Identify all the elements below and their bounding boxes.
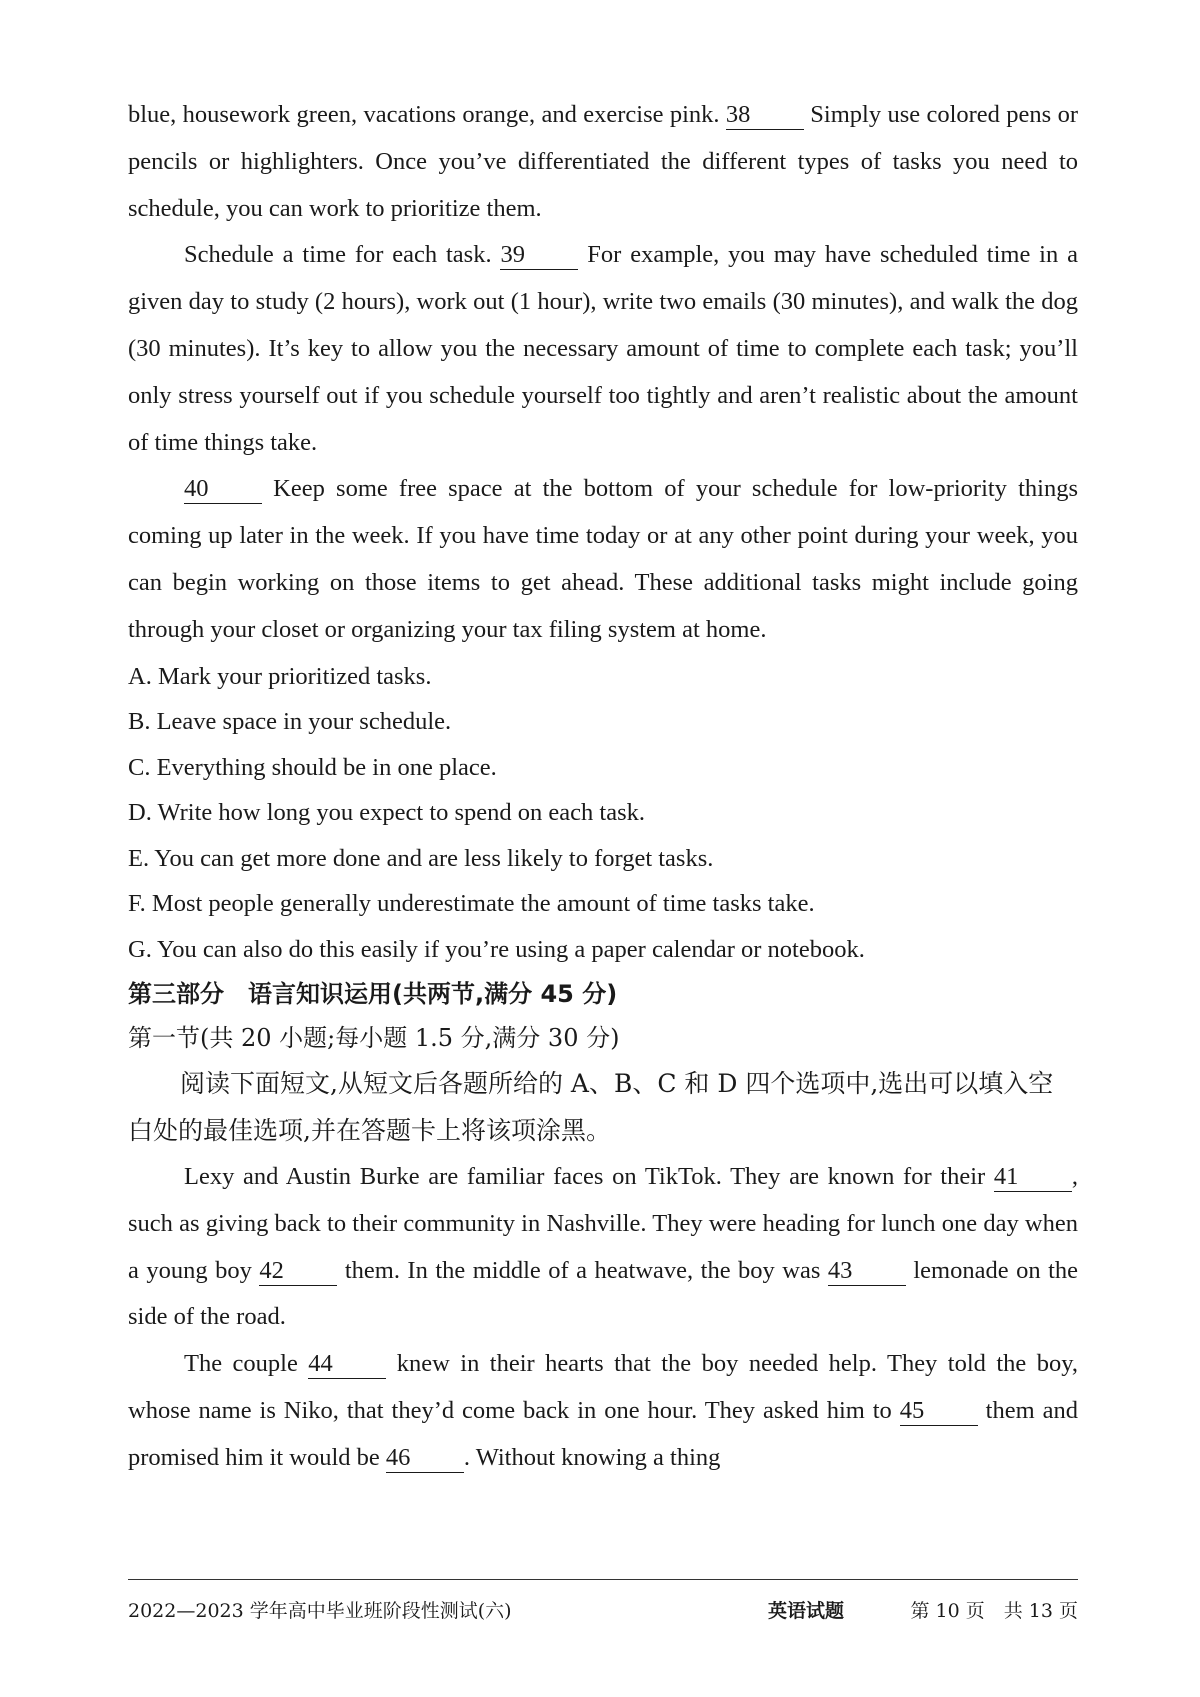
page-number: 第 10 页 共 13 页 <box>910 1600 1078 1622</box>
option-list <box>128 654 1078 973</box>
blank-43: 43 <box>828 1257 906 1286</box>
text: them and promised him it would be <box>128 1397 1078 1471</box>
option-d: D. Write how long you expect to spend on each task. <box>128 799 646 827</box>
option-b: B. Leave space in your schedule. <box>128 708 452 736</box>
text: them. In the middle of a heatwave, the boy was <box>337 1256 828 1284</box>
text: Schedule a time for each task. <box>184 241 501 269</box>
option-e: E. You can get more done and are less likely to forget tasks. <box>128 844 714 872</box>
blank-41: 41 <box>994 1163 1072 1192</box>
text: , such as giving back to their community in Nashville. They were heading for lunch one day when a young boy <box>128 1163 1078 1284</box>
section-subheading: 第一节(共 20 小题;每小题 1.5 分,满分 30 分) <box>128 1024 620 1053</box>
section-heading: 第三部分 语言知识运用(共两节,满分 45 分) <box>128 980 618 1009</box>
exam-title: 2022—2023 学年高中毕业班阶段性测试(六) <box>128 1600 512 1622</box>
text: Lexy and Austin Burke are familiar faces on TikTok. They are known for their <box>184 1163 994 1191</box>
text: The couple <box>184 1350 309 1378</box>
blank-46: 46 <box>386 1444 464 1473</box>
passage2-paragraph-1 <box>128 1154 1078 1341</box>
blank-44: 44 <box>308 1350 386 1379</box>
option-f: F. Most people generally underestimate the amount of time tasks take. <box>128 890 815 918</box>
option-g: G. You can also do this easily if you’re using a paper calendar or notebook. <box>128 935 865 963</box>
blank-45: 45 <box>900 1397 978 1426</box>
page-content <box>128 92 1078 1482</box>
option-a: A. Mark your prioritized tasks. <box>128 662 432 690</box>
section-instruction: 阅读下面短文,从短文后各题所给的 A、B、C 和 D 四个选项中,选出可以填入空白处的最佳选项,并在答题卡上将该项涂黑。 <box>128 1069 1054 1146</box>
text: lemonade on the side of the road. <box>128 1256 1079 1331</box>
blank-38: 38 <box>726 101 804 130</box>
subject-label: 英语试题 <box>768 1600 845 1622</box>
option-c: C. Everything should be in one place. <box>128 753 497 781</box>
passage1-paragraph-1 <box>128 92 1078 232</box>
blank-42: 42 <box>259 1257 337 1286</box>
text: . Without knowing a thing <box>463 1443 721 1471</box>
passage2-paragraph-2 <box>128 1341 1078 1481</box>
passage1-paragraph-2 <box>128 232 1078 466</box>
text: Keep some free space at the bottom of your schedule for low-priority things coming up later in the week. If you have time today or at any other point during your week, you can begin working on those items to get ahead. These additional tasks might include going through your closet or organizing your tax filing system at home. <box>128 475 1078 643</box>
passage1-paragraph-3 <box>128 466 1078 653</box>
text: For example, you may have scheduled time in a given day to study (2 hours), work out (1 hour), write two emails (30 minutes), and walk the dog (30 minutes). It’s key to allow you the necessary amount of time to complete each task; you’ll only stress yourself out if you schedule yourself too tightly and aren’t realistic about the amount of time things take. <box>128 241 1078 456</box>
blank-39: 39 <box>500 241 578 270</box>
blank-40: 40 <box>184 475 262 504</box>
text: Simply use colored pens or pencils or highlighters. Once you’ve differentiated the different types of tasks you need to schedule, you can work to prioritize them. <box>128 101 1078 222</box>
text: knew in their hearts that the boy needed help. They told the boy, whose name is Niko, that they’d come back in one hour. They asked him to <box>128 1350 1078 1425</box>
footer-divider <box>128 1579 1078 1580</box>
text: blue, housework green, vacations orange, and exercise pink. <box>128 101 726 128</box>
